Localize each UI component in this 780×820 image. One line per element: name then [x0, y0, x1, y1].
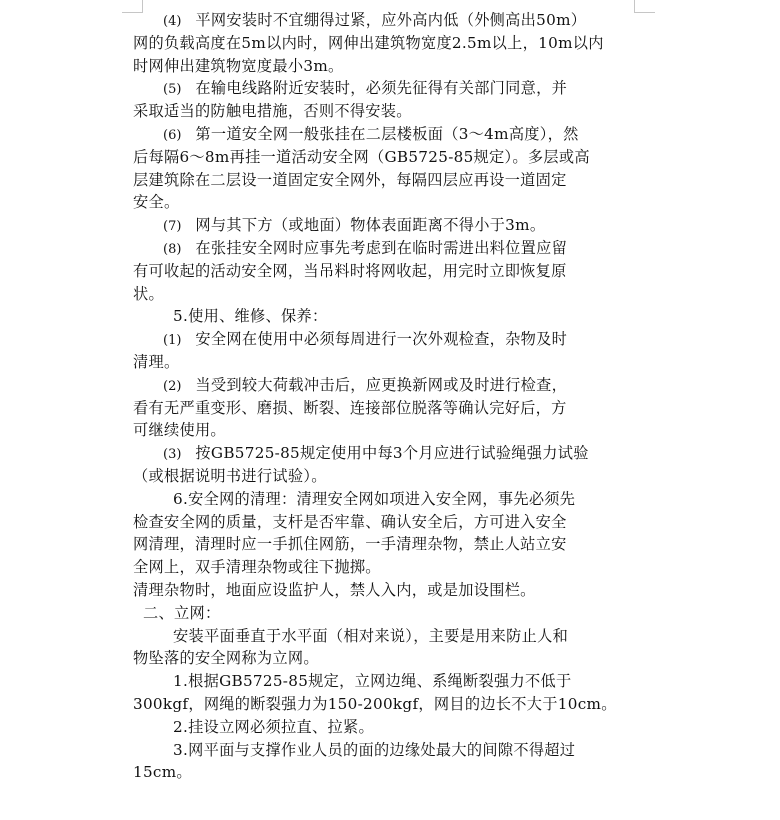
text-line — [133, 488, 638, 511]
line-text: 二、立网： — [143, 603, 221, 622]
text-line — [133, 670, 638, 693]
text-line — [133, 77, 638, 100]
line-text: 在输电线路附近安装时，必须先征得有关部门同意，并 — [195, 79, 568, 98]
line-text: 15cm。 — [133, 763, 192, 782]
line-text: 第一道安全网一般张挂在二层楼板面（3～4m高度），然 — [195, 124, 579, 143]
text-line — [133, 32, 638, 55]
text-line — [133, 533, 638, 556]
line-text: 3.网平面与支撑作业人员的面的边缘处最大的间隙不得超过 — [173, 740, 576, 759]
item-number: (3) — [163, 447, 182, 463]
line-text: 安全。 — [133, 193, 180, 212]
text-line — [133, 397, 638, 420]
line-text: 层建筑除在二层设一道固定安全网外，每隔四层应再设一道固定 — [133, 170, 567, 189]
line-text: 状。 — [133, 284, 164, 303]
line-text: 可继续使用。 — [133, 421, 226, 440]
line-text: 在张挂安全网时应事先考虑到在临时需进出料位置应留 — [195, 238, 568, 257]
text-line — [133, 419, 638, 442]
text-line — [133, 100, 638, 123]
line-text: （或根据说明书进行试验）。 — [133, 466, 327, 485]
text-line — [133, 260, 638, 283]
text-line — [133, 283, 638, 306]
text-line — [133, 465, 638, 488]
text-line — [133, 716, 638, 739]
text-line — [133, 625, 638, 648]
text-line — [133, 761, 638, 784]
line-text: 300kgf，网绳的断裂强力为150-200kgf，网目的边长不大于10cm。 — [133, 694, 617, 713]
line-text: 物坠落的安全网称为立网。 — [133, 649, 319, 668]
item-number: (6) — [163, 127, 182, 143]
line-text: 有可收起的活动安全网，当吊料时将网收起，用完时立即恢复原 — [133, 261, 567, 280]
text-line — [133, 214, 638, 237]
text-line — [133, 351, 638, 374]
text-line — [133, 579, 638, 602]
text-line — [133, 556, 638, 579]
line-text: 安全网在使用中必须每周进行一次外观检查，杂物及时 — [195, 330, 568, 349]
text-line — [133, 9, 638, 32]
document-page — [133, 9, 638, 784]
line-text: 按GB5725-85规定使用中每3个月应进行试验绳强力试验 — [195, 444, 589, 463]
text-line — [133, 237, 638, 260]
item-number: (4) — [163, 14, 182, 29]
line-text: 6.安全网的清理：清理安全网如项进入安全网，事先必须先 — [173, 489, 576, 508]
text-line — [133, 647, 638, 670]
text-line — [133, 739, 638, 762]
line-text: 平网安装时不宜绷得过紧，应外高内低（外侧高出50m） — [195, 11, 587, 29]
item-number: (8) — [163, 241, 182, 257]
text-line — [133, 374, 638, 397]
line-text: 看有无严重变形、磨损、断裂、连接部位脱落等确认完好后，方 — [133, 398, 567, 417]
text-line — [133, 693, 638, 716]
line-text: 时网伸出建筑物宽度最小3m。 — [133, 56, 344, 75]
line-text: 检查安全网的质量，支杆是否牢靠、确认安全后，方可进入安全 — [133, 512, 567, 531]
item-number: (7) — [163, 219, 182, 235]
line-text: 全网上，双手清理杂物或往下抛掷。 — [133, 558, 381, 577]
line-text: 网清理，清理时应一手抓住网筋，一手清理杂物，禁止人站立安 — [133, 535, 567, 554]
text-line — [133, 169, 638, 192]
text-line — [133, 305, 638, 328]
text-line — [133, 328, 638, 351]
line-text: 清理。 — [133, 352, 180, 371]
line-text: 采取适当的防触电措施，否则不得安装。 — [133, 102, 412, 121]
text-line — [133, 442, 638, 465]
text-line — [133, 191, 638, 214]
item-number: (1) — [163, 333, 182, 349]
line-text: 网与其下方（或地面）物体表面距离不得小于3m。 — [195, 216, 546, 235]
line-text: 安装平面垂直于水平面（相对来说），主要是用来防止人和 — [173, 626, 569, 645]
line-text: 5.使用、维修、保养： — [173, 307, 328, 326]
text-line — [133, 511, 638, 534]
item-number: (5) — [163, 82, 182, 98]
line-text: 网的负载高度在5m以内时，网伸出建筑物宽度2.5m以上，10m以内 — [133, 33, 604, 52]
line-text: 当受到较大荷载冲击后，应更换新网或及时进行检查， — [195, 375, 568, 394]
item-number: (2) — [163, 378, 182, 394]
line-text: 2.挂设立网必须拉直、拉紧。 — [173, 717, 374, 736]
line-text: 后每隔6～8m再挂一道活动安全网（GB5725-85规定）。多层或高 — [133, 147, 590, 166]
text-line — [133, 123, 638, 146]
text-line — [133, 602, 638, 625]
line-text: 1.根据GB5725-85规定，立网边绳、系绳断裂强力不低于 — [173, 672, 572, 691]
line-text: 清理杂物时，地面应设监护人，禁人入内，或是加设围栏。 — [133, 580, 536, 599]
text-line — [133, 55, 638, 78]
text-line — [133, 146, 638, 169]
